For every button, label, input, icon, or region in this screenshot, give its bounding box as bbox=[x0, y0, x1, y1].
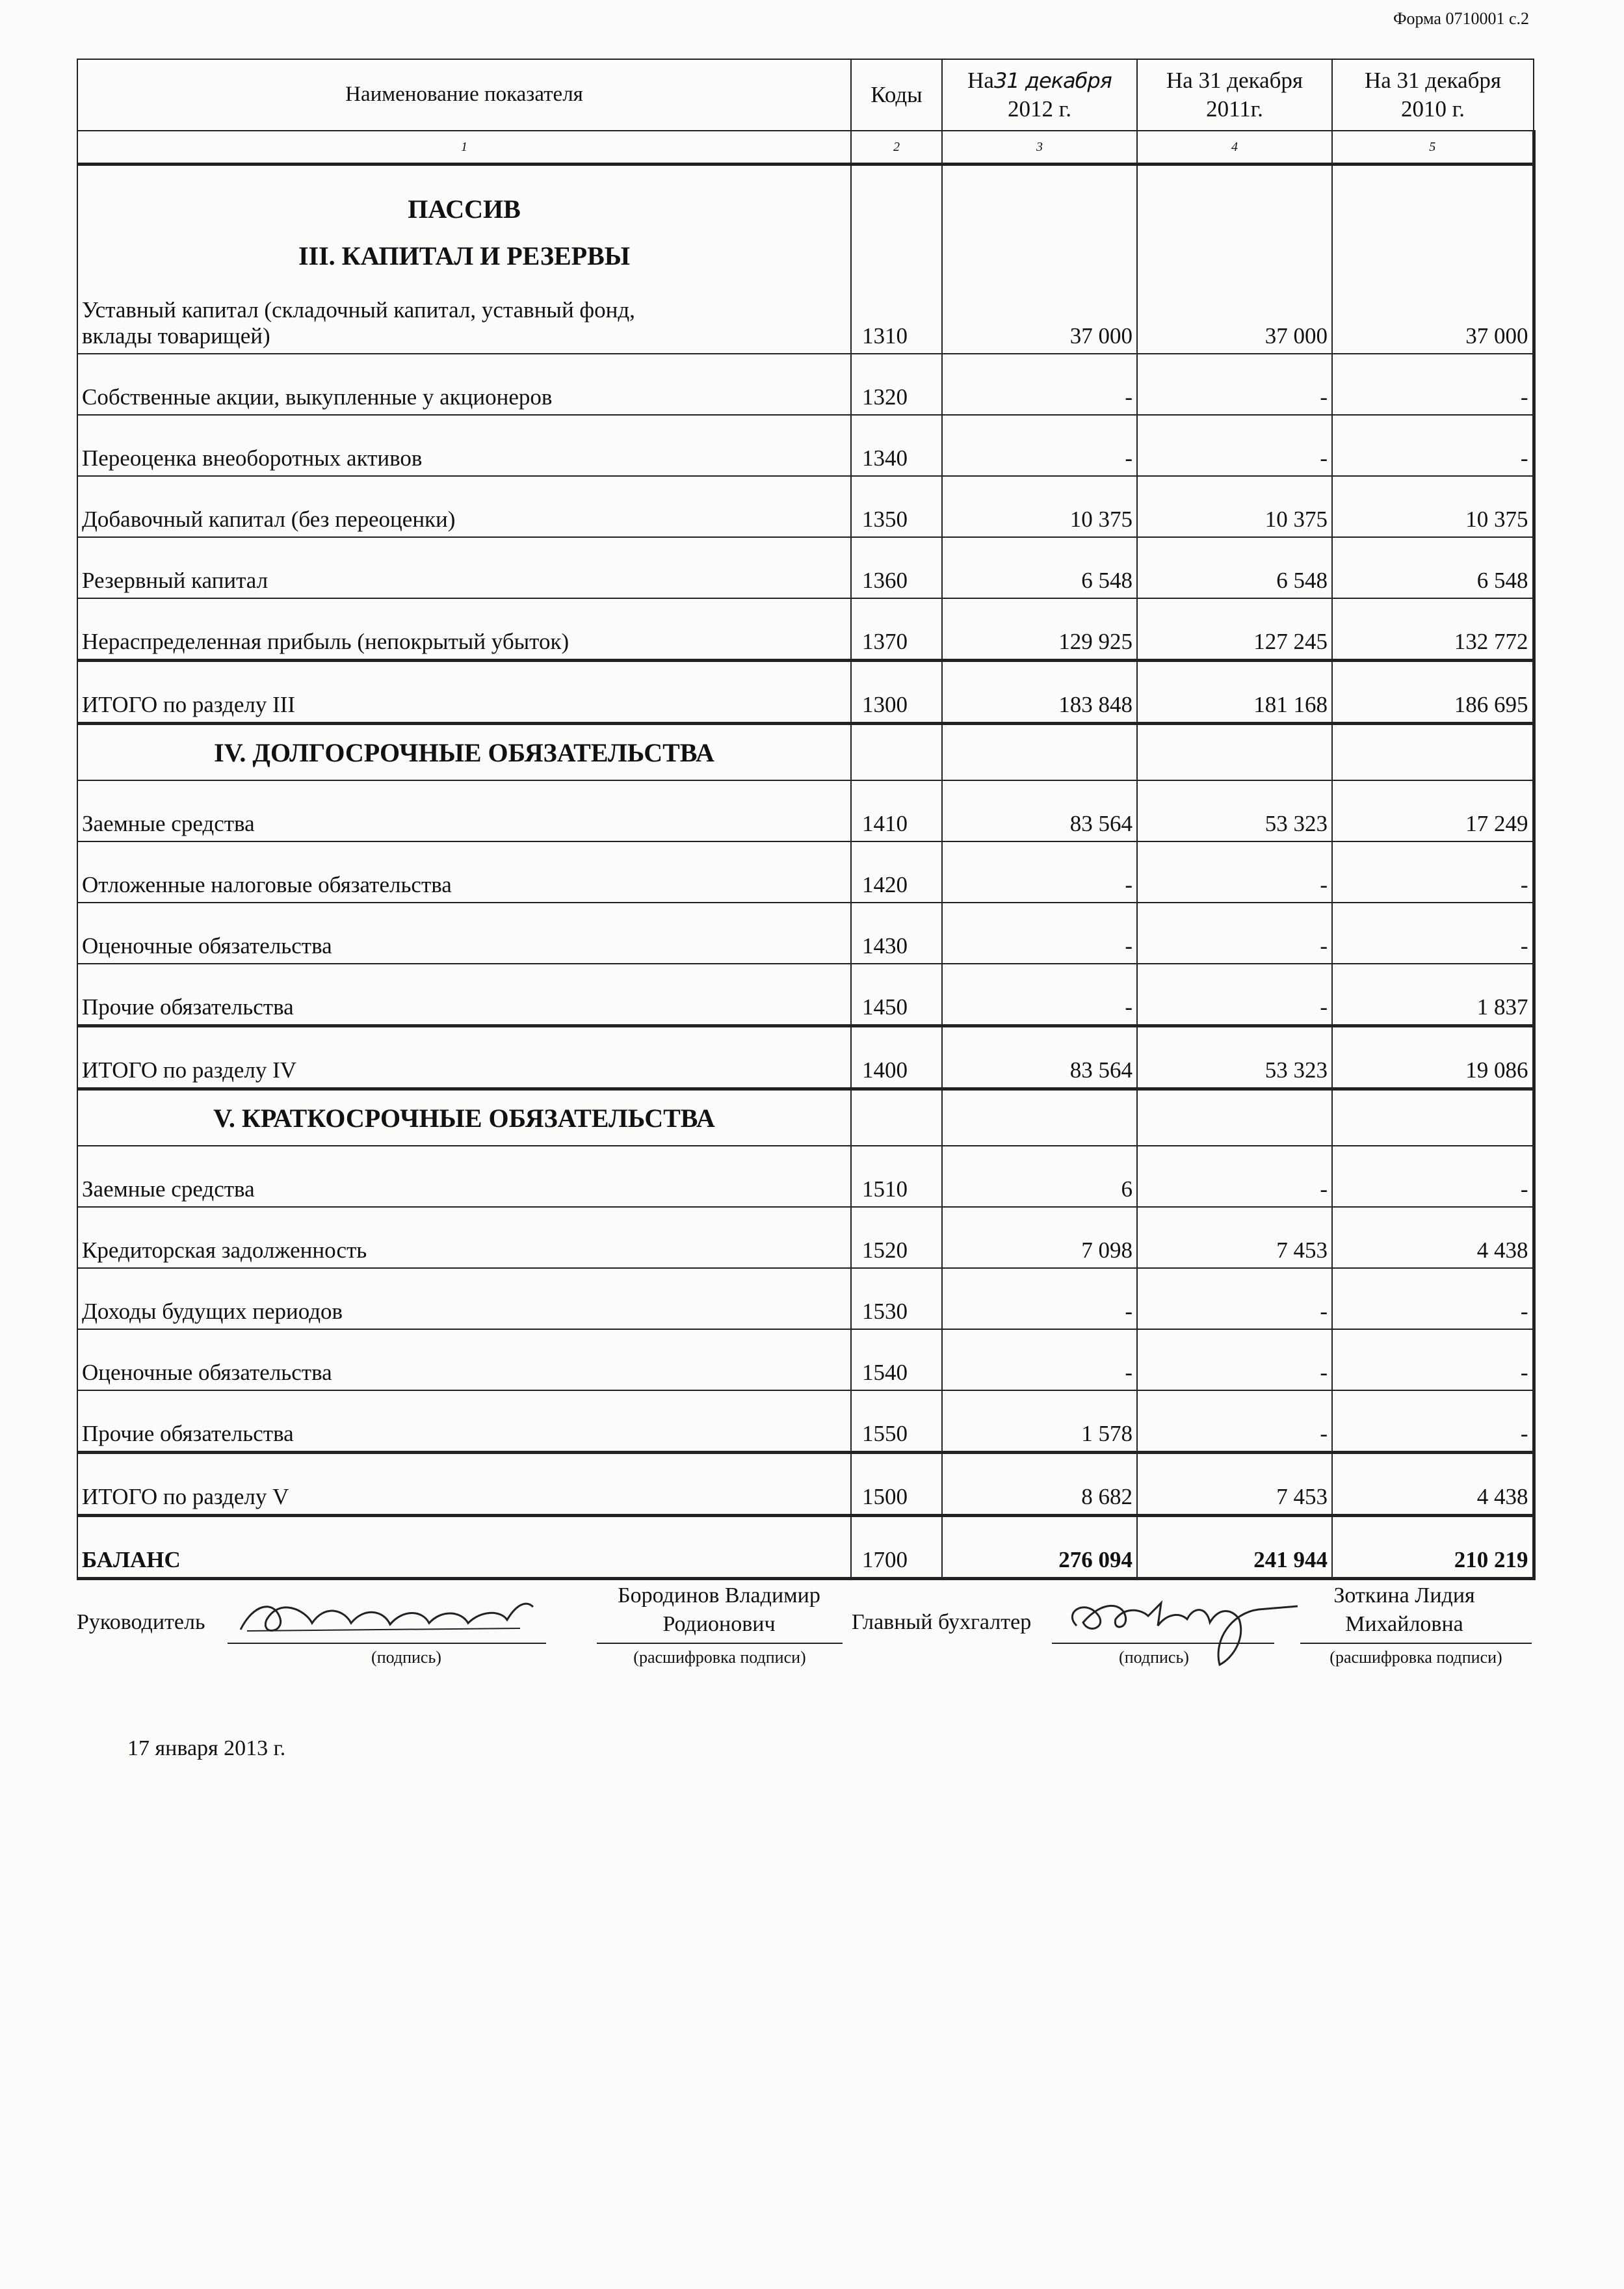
value-2010: - bbox=[1332, 841, 1534, 903]
value-2010: 19 086 bbox=[1332, 1026, 1534, 1089]
value-2011: 127 245 bbox=[1137, 598, 1332, 661]
col-header-code: Коды bbox=[851, 59, 942, 131]
value-2012: 83 564 bbox=[942, 780, 1137, 841]
value-2012: 7 098 bbox=[942, 1207, 1137, 1268]
value-2011: - bbox=[1137, 1390, 1332, 1453]
value-2012: 1 578 bbox=[942, 1390, 1137, 1453]
value-2011: 6 548 bbox=[1137, 537, 1332, 598]
table-row bbox=[77, 964, 1534, 1026]
value-2010: 4 438 bbox=[1332, 1453, 1534, 1516]
row-code: 1500 bbox=[851, 1453, 942, 1516]
value-2011: - bbox=[1137, 964, 1332, 1026]
value-2010: - bbox=[1332, 415, 1534, 476]
accountant-full-name bbox=[1307, 1581, 1502, 1639]
value-2010: 186 695 bbox=[1332, 661, 1534, 724]
col-header-2011 bbox=[1137, 59, 1332, 131]
head-signature-line bbox=[228, 1643, 546, 1644]
table-row bbox=[77, 841, 1534, 903]
col-header-2010-l1: На 31 декабря bbox=[1364, 68, 1502, 94]
value-2011: 53 323 bbox=[1137, 780, 1332, 841]
total-row-section-5 bbox=[77, 1453, 1534, 1516]
row-code: 1340 bbox=[851, 415, 942, 476]
value-2010: 37 000 bbox=[1332, 282, 1534, 354]
total-row-section-4 bbox=[77, 1026, 1534, 1089]
accountant-label: Главный бухгалтер bbox=[852, 1610, 1032, 1634]
value-2011: 241 944 bbox=[1137, 1516, 1332, 1579]
head-decode-caption: (расшифровка подписи) bbox=[633, 1648, 806, 1667]
passiv-heading: ПАССИВ bbox=[77, 165, 851, 230]
row-code: 1530 bbox=[851, 1268, 942, 1329]
value-2012: - bbox=[942, 415, 1137, 476]
table-header-row bbox=[77, 59, 1534, 131]
value-2010: - bbox=[1332, 1146, 1534, 1207]
value-2010: 210 219 bbox=[1332, 1516, 1534, 1579]
row-name: Кредиторская задолженность bbox=[77, 1207, 851, 1268]
table-row bbox=[77, 415, 1534, 476]
head-name-line1: Бородинов Владимир bbox=[618, 1583, 820, 1608]
row-code: 1520 bbox=[851, 1207, 942, 1268]
section-3-heading: III. КАПИТАЛ И РЕЗЕРВЫ bbox=[77, 230, 851, 282]
row-code: 1320 bbox=[851, 354, 942, 415]
col-header-2012 bbox=[942, 59, 1137, 131]
value-2012: - bbox=[942, 964, 1137, 1026]
row-code: 1300 bbox=[851, 661, 942, 724]
value-2011: 7 453 bbox=[1137, 1453, 1332, 1516]
accountant-name-line1: Зоткина Лидия bbox=[1333, 1583, 1475, 1608]
row-name: БАЛАНС bbox=[77, 1516, 851, 1579]
row-code: 1310 bbox=[851, 282, 942, 354]
value-2012: - bbox=[942, 1268, 1137, 1329]
value-2012: 83 564 bbox=[942, 1026, 1137, 1089]
head-name-line2: Родионович bbox=[662, 1612, 776, 1637]
value-2011: - bbox=[1137, 841, 1332, 903]
col-number: 2 bbox=[851, 131, 942, 165]
col-header-2010-l2: 2010 г. bbox=[1401, 96, 1465, 122]
handwritten-date: 31 декабря bbox=[993, 68, 1112, 94]
row-name: Доходы будущих периодов bbox=[77, 1268, 851, 1329]
row-name: Заемные средства bbox=[77, 1146, 851, 1207]
value-2010: 10 375 bbox=[1332, 476, 1534, 537]
row-name: Оценочные обязательства bbox=[77, 1329, 851, 1390]
row-name: Уставный капитал (складочный капитал, уставный фонд, вклады товарищей) bbox=[77, 282, 851, 354]
value-2011: - bbox=[1137, 1146, 1332, 1207]
value-2010: 17 249 bbox=[1332, 780, 1534, 841]
value-2011: 37 000 bbox=[1137, 282, 1332, 354]
row-name: Прочие обязательства bbox=[77, 964, 851, 1026]
value-2012: - bbox=[942, 1329, 1137, 1390]
section-5-heading-row bbox=[77, 1089, 1534, 1146]
row-name: Отложенные налоговые обязательства bbox=[77, 841, 851, 903]
value-2010: 1 837 bbox=[1332, 964, 1534, 1026]
row-name: Резервный капитал bbox=[77, 537, 851, 598]
head-full-name bbox=[602, 1581, 836, 1639]
head-signature bbox=[234, 1591, 540, 1643]
row-name: Нераспределенная прибыль (непокрытый убыток) bbox=[77, 598, 851, 661]
value-2012: 183 848 bbox=[942, 661, 1137, 724]
section-4-heading: IV. ДОЛГОСРОЧНЫЕ ОБЯЗАТЕЛЬСТВА bbox=[77, 724, 851, 781]
value-2012: 37 000 bbox=[942, 282, 1137, 354]
row-code: 1450 bbox=[851, 964, 942, 1026]
value-2010: 132 772 bbox=[1332, 598, 1534, 661]
passiv-heading-row bbox=[77, 165, 1534, 230]
section-4-heading-row bbox=[77, 724, 1534, 781]
row-name: Переоценка внеоборотных активов bbox=[77, 415, 851, 476]
row-code: 1360 bbox=[851, 537, 942, 598]
balance-table bbox=[77, 59, 1536, 1580]
table-row bbox=[77, 1146, 1534, 1207]
value-2012: - bbox=[942, 354, 1137, 415]
row-code: 1700 bbox=[851, 1516, 942, 1579]
value-2012: - bbox=[942, 841, 1137, 903]
value-2010: 4 438 bbox=[1332, 1207, 1534, 1268]
value-2010: 6 548 bbox=[1332, 537, 1534, 598]
col-number: 1 bbox=[77, 131, 851, 165]
row-code: 1420 bbox=[851, 841, 942, 903]
row-code: 1550 bbox=[851, 1390, 942, 1453]
row-name: Прочие обязательства bbox=[77, 1390, 851, 1453]
form-number: Форма 0710001 с.2 bbox=[1393, 9, 1529, 28]
col-header-2011-l1: На 31 декабря bbox=[1166, 68, 1303, 94]
value-2011: 7 453 bbox=[1137, 1207, 1332, 1268]
table-row bbox=[77, 780, 1534, 841]
col-header-2011-l2: 2011г. bbox=[1206, 96, 1263, 122]
accountant-decode-line bbox=[1300, 1643, 1532, 1644]
total-row-section-3 bbox=[77, 661, 1534, 724]
table-row bbox=[77, 1268, 1534, 1329]
value-2010: - bbox=[1332, 1329, 1534, 1390]
row-name: ИТОГО по разделу V bbox=[77, 1453, 851, 1516]
col-header-name: Наименование показателя bbox=[77, 59, 851, 131]
row-code: 1510 bbox=[851, 1146, 942, 1207]
row-name: Оценочные обязательства bbox=[77, 903, 851, 964]
row-code: 1540 bbox=[851, 1329, 942, 1390]
row-code: 1400 bbox=[851, 1026, 942, 1089]
value-2010: - bbox=[1332, 354, 1534, 415]
value-2012: 6 bbox=[942, 1146, 1137, 1207]
table-row bbox=[77, 537, 1534, 598]
row-code: 1370 bbox=[851, 598, 942, 661]
value-2012: 129 925 bbox=[942, 598, 1137, 661]
table-row bbox=[77, 1329, 1534, 1390]
accountant-decode-caption: (расшифровка подписи) bbox=[1329, 1648, 1502, 1667]
value-2011: - bbox=[1137, 354, 1332, 415]
section-5-heading: V. КРАТКОСРОЧНЫЕ ОБЯЗАТЕЛЬСТВА bbox=[77, 1089, 851, 1146]
head-decode-line bbox=[597, 1643, 843, 1644]
head-label: Руководитель bbox=[77, 1610, 205, 1634]
table-row bbox=[77, 598, 1534, 661]
table-row bbox=[77, 1207, 1534, 1268]
accountant-name-line2: Михайловна bbox=[1345, 1612, 1463, 1637]
value-2012: 276 094 bbox=[942, 1516, 1137, 1579]
col-header-2012-year: 2012 г. bbox=[1008, 96, 1071, 122]
value-2011: - bbox=[1137, 903, 1332, 964]
balance-total-row bbox=[77, 1516, 1534, 1579]
table-row bbox=[77, 903, 1534, 964]
col-number: 4 bbox=[1137, 131, 1332, 165]
value-2011: - bbox=[1137, 1329, 1332, 1390]
value-2011: 53 323 bbox=[1137, 1026, 1332, 1089]
col-number: 3 bbox=[942, 131, 1137, 165]
row-code: 1430 bbox=[851, 903, 942, 964]
value-2010: - bbox=[1332, 1390, 1534, 1453]
value-2011: 10 375 bbox=[1137, 476, 1332, 537]
value-2012: 6 548 bbox=[942, 537, 1137, 598]
value-2011: 181 168 bbox=[1137, 661, 1332, 724]
row-code: 1410 bbox=[851, 780, 942, 841]
value-2012: 8 682 bbox=[942, 1453, 1137, 1516]
column-number-row bbox=[77, 131, 1534, 165]
col-header-2012-prefix: На bbox=[967, 68, 994, 94]
row-name: Заемные средства bbox=[77, 780, 851, 841]
head-signature-caption: (подпись) bbox=[371, 1648, 441, 1667]
table-row bbox=[77, 476, 1534, 537]
row-name: ИТОГО по разделу IV bbox=[77, 1026, 851, 1089]
row-code: 1350 bbox=[851, 476, 942, 537]
row-name: Добавочный капитал (без переоценки) bbox=[77, 476, 851, 537]
table-row bbox=[77, 1390, 1534, 1453]
col-number: 5 bbox=[1332, 131, 1534, 165]
value-2012: - bbox=[942, 903, 1137, 964]
value-2010: - bbox=[1332, 903, 1534, 964]
table-row bbox=[77, 354, 1534, 415]
value-2010: - bbox=[1332, 1268, 1534, 1329]
col-header-2010 bbox=[1332, 59, 1534, 131]
row-name: ИТОГО по разделу III bbox=[77, 661, 851, 724]
value-2011: - bbox=[1137, 415, 1332, 476]
section-3-heading-row bbox=[77, 230, 1534, 282]
table-row bbox=[77, 282, 1534, 354]
document-date: 17 января 2013 г. bbox=[127, 1736, 286, 1760]
row-name: Собственные акции, выкупленные у акционеров bbox=[77, 354, 851, 415]
value-2011: - bbox=[1137, 1268, 1332, 1329]
value-2012: 10 375 bbox=[942, 476, 1137, 537]
accountant-signature-caption: (подпись) bbox=[1119, 1648, 1189, 1667]
